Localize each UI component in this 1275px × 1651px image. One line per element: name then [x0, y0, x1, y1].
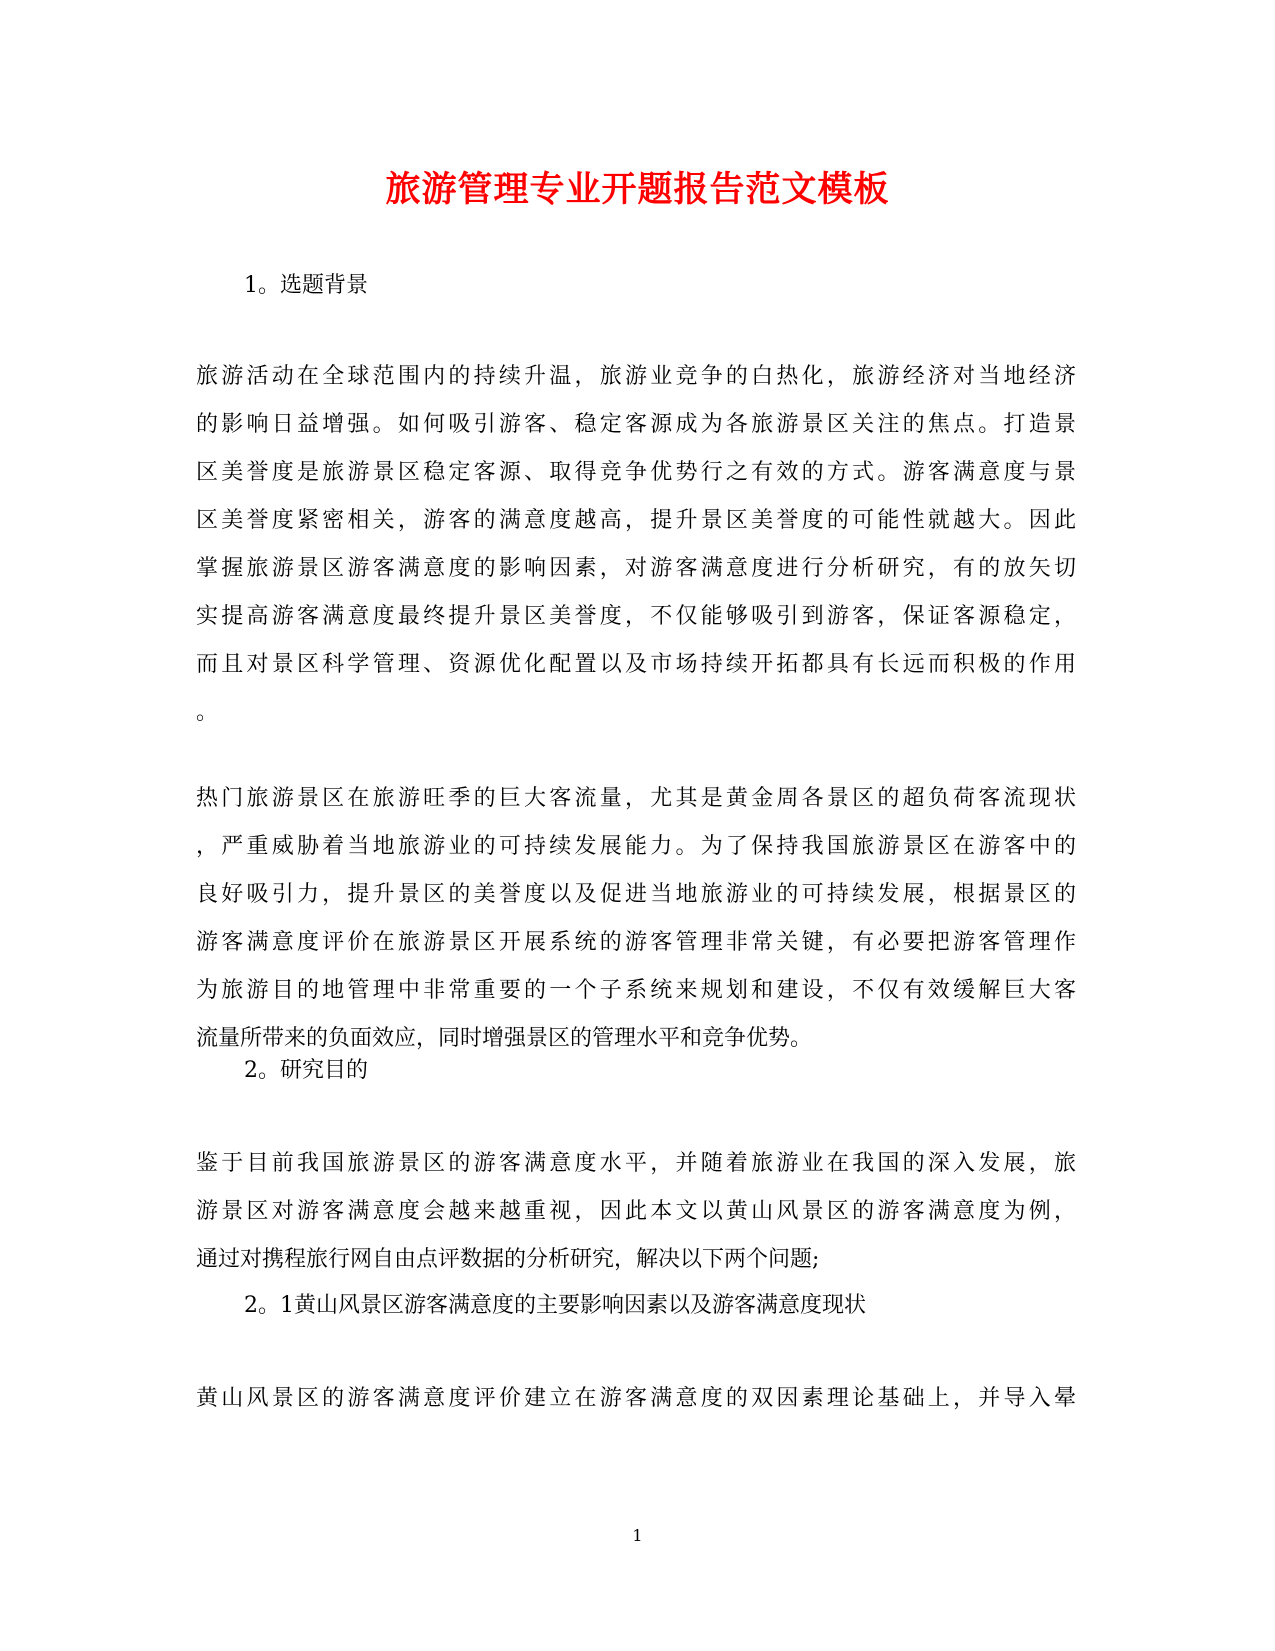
paragraph-line: 旅游活动在全球范围内的持续升温，旅游业竞争的白热化，旅游经济对当地经济 — [196, 364, 1076, 389]
paragraph-line: 实提高游客满意度最终提升景区美誉度，不仅能够吸引到游客，保证客源稳定， — [196, 604, 1076, 629]
paragraph-line: 区美誉度紧密相关，游客的满意度越高，提升景区美誉度的可能性就越大。因此 — [196, 508, 1076, 533]
paragraph-subsection-2-1 — [196, 1375, 1076, 1423]
paragraph-line: 热门旅游景区在旅游旺季的巨大客流量，尤其是黄金周各景区的超负荷客流现状 — [196, 786, 1076, 811]
paragraph-line: 游景区对游客满意度会越来越重视，因此本文以黄山风景区的游客满意度为例， — [196, 1199, 1076, 1224]
paragraph-line: 游客满意度评价在旅游景区开展系统的游客管理非常关键，有必要把游客管理作 — [196, 930, 1076, 955]
subsection-heading-2-1: 2。1黄山风景区游客满意度的主要影响因素以及游客满意度现状 — [244, 1293, 866, 1318]
paragraph-line: 。 — [196, 700, 219, 725]
paragraph-line: ，严重威胁着当地旅游业的可持续发展能力。为了保持我国旅游景区在游客中的 — [196, 834, 1076, 859]
paragraph-background-1 — [196, 353, 1076, 737]
section-heading-background: 1。选题背景 — [244, 273, 368, 298]
paragraph-line: 掌握旅游景区游客满意度的影响因素，对游客满意度进行分析研究，有的放矢切 — [196, 556, 1076, 581]
paragraph-line: 为旅游目的地管理中非常重要的一个子系统来规划和建设，不仅有效缓解巨大客 — [196, 978, 1076, 1003]
paragraph-line: 鉴于目前我国旅游景区的游客满意度水平，并随着旅游业在我国的深入发展，旅 — [196, 1151, 1076, 1176]
paragraph-line: 流量所带来的负面效应，同时增强景区的管理水平和竞争优势。 — [196, 1026, 813, 1051]
paragraph-line: 黄山风景区的游客满意度评价建立在游客满意度的双因素理论基础上，并导入晕 — [196, 1386, 1076, 1411]
paragraph-line: 而且对景区科学管理、资源优化配置以及市场持续开拓都具有长远而积极的作用 — [196, 652, 1076, 677]
paragraph-line: 良好吸引力，提升景区的美誉度以及促进当地旅游业的可持续发展，根据景区的 — [196, 882, 1076, 907]
paragraph-line: 区美誉度是旅游景区稳定客源、取得竞争优势行之有效的方式。游客满意度与景 — [196, 460, 1076, 485]
section-heading-purpose: 2。研究目的 — [244, 1058, 368, 1083]
paragraph-line: 通过对携程旅行网自由点评数据的分析研究，解决以下两个问题; — [196, 1247, 820, 1272]
paragraph-purpose — [196, 1140, 1076, 1284]
page-number: 1 — [632, 1526, 643, 1545]
document-title: 旅游管理专业开题报告范文模板 — [385, 169, 890, 210]
paragraph-line: 的影响日益增强。如何吸引游客、稳定客源成为各旅游景区关注的焦点。打造景 — [196, 412, 1076, 437]
paragraph-background-2 — [196, 775, 1076, 1063]
